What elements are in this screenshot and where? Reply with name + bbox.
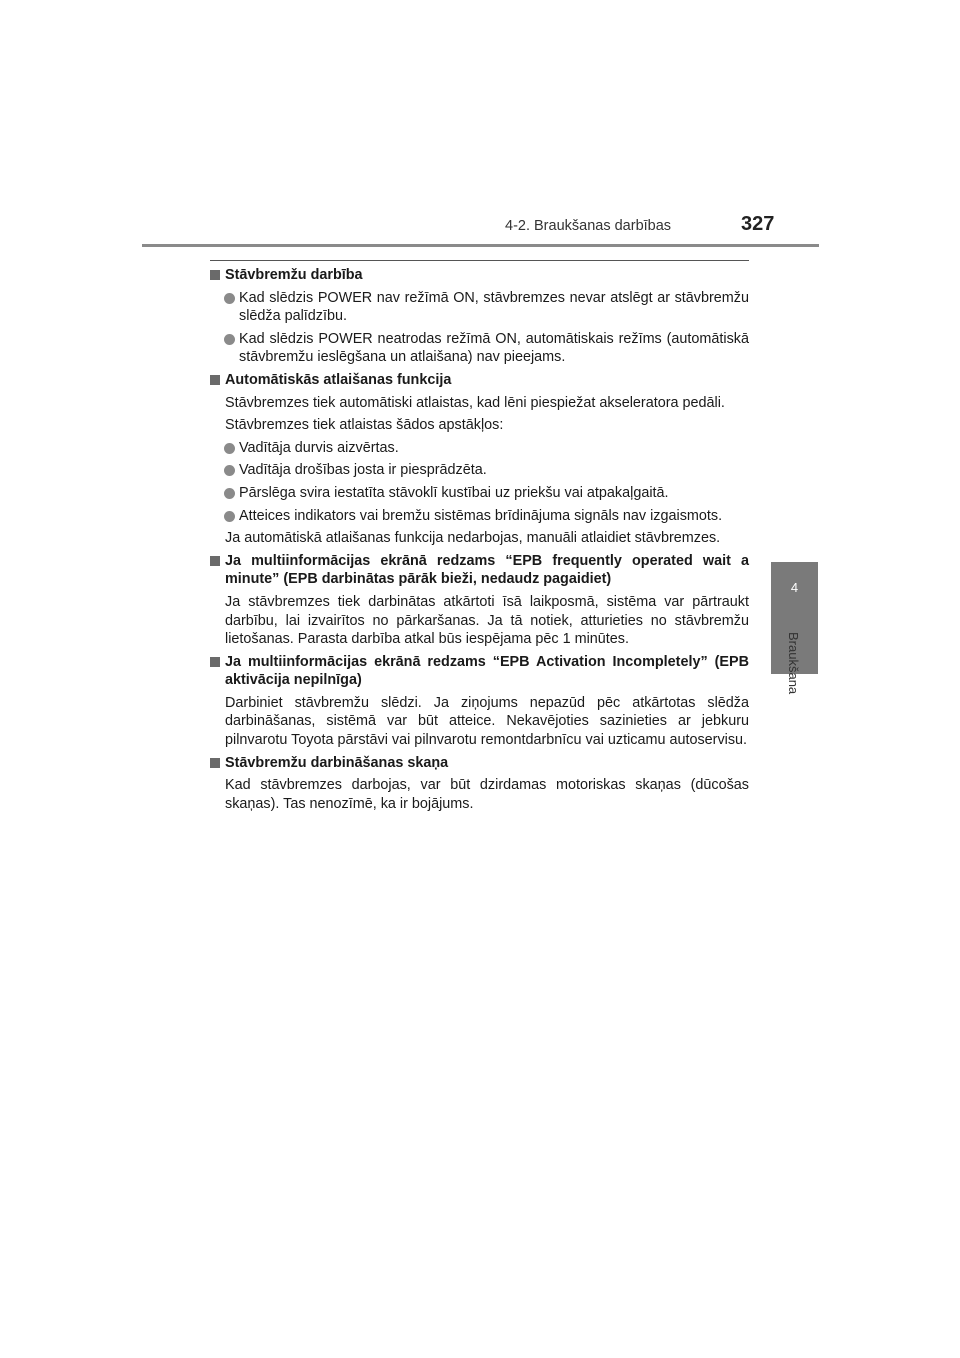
section-heading-text: Stāvbremžu darbināšanas skaņa	[225, 754, 449, 771]
section-heading-text: Ja multiinformācijas ekrānā redzams “EPB Activation Incompletely” (EPB aktivācija nepilnīga)	[225, 653, 749, 689]
page-number: 327	[741, 213, 775, 235]
square-bullet-icon	[210, 270, 220, 280]
header-section-title: 4-2. Braukšanas darbības	[505, 218, 672, 234]
paragraph	[210, 529, 749, 548]
section-heading	[210, 653, 749, 690]
chapter-number: 4	[790, 580, 799, 595]
header-divider	[142, 244, 819, 247]
paragraph	[210, 694, 749, 750]
content-divider	[210, 260, 749, 261]
bullet-text: Kad slēdzis POWER nav režīmā ON, stāvbremzes nevar atslēgt ar stāvbremžu slēdža palīdzību.	[239, 289, 749, 325]
bullet-item	[210, 507, 749, 526]
section-heading	[210, 754, 749, 773]
round-bullet-icon	[224, 511, 235, 522]
bullet-text: Atteices indikators vai bremžu sistēmas brīdinājuma signāls nav izgaismots.	[239, 507, 723, 524]
square-bullet-icon	[210, 657, 220, 667]
section-heading	[210, 266, 749, 285]
paragraph-text: Darbiniet stāvbremžu slēdzi. Ja ziņojums nepazūd pēc atkārtotas slēdža darbināšanas, sistēmā var būt atteice. Nekavējoties sazinieties ar jebkuru pilnvarotu Toyota pārstāvi vai pilnvarotu remontdarbnīcu vai uzticamu autoservisu.	[225, 694, 749, 749]
bullet-item	[210, 461, 749, 480]
bullet-text: Vadītāja drošības josta ir piesprādzēta.	[239, 462, 487, 479]
bullet-text: Pārslēga svira iestatīta stāvoklī kustībai uz priekšu vai atpakaļgaitā.	[239, 484, 669, 501]
content-body	[210, 266, 749, 817]
paragraph	[210, 593, 749, 649]
section-heading-text: Stāvbremžu darbība	[225, 267, 363, 283]
bullet-text: Vadītāja durvis aizvērtas.	[239, 439, 399, 456]
round-bullet-icon	[224, 488, 235, 499]
paragraph-text: Ja stāvbremzes tiek darbinātas atkārtoti īsā laikposmā, sistēma var pārtraukt darbību, lai izvairītos no pārkaršanas. Ja tā notiek, atturieties no stāvbremžu lietošanas. Parasta darbība atkal būs iespējama pēc 1 minūtes.	[225, 593, 749, 648]
bullet-text: Kad slēdzis POWER neatrodas režīmā ON, automātiskais režīms (automātiskā stāvbremžu ieslēgšana un atlaišana) nav pieejams.	[239, 330, 749, 366]
paragraph-text: Kad stāvbremzes darbojas, var būt dzirdamas motoriskas skaņas (dūcošas skaņas). Tas nenozīmē, ka ir bojājums.	[225, 777, 749, 812]
square-bullet-icon	[210, 375, 220, 385]
paragraph-text: Ja automātiskā atlaišanas funkcija nedarbojas, manuāli atlaidiet stāvbremzes.	[225, 530, 721, 547]
paragraph	[210, 416, 749, 435]
paragraph-text: Stāvbremzes tiek automātiski atlaistas, kad lēni piespiežat akseleratora pedāli.	[225, 394, 725, 411]
round-bullet-icon	[224, 334, 235, 345]
section-heading-text: Automātiskās atlaišanas funkcija	[225, 371, 452, 388]
square-bullet-icon	[210, 556, 220, 566]
round-bullet-icon	[224, 443, 235, 454]
paragraph	[210, 394, 749, 413]
round-bullet-icon	[224, 465, 235, 476]
chapter-label: Braukšana	[786, 632, 801, 695]
section	[210, 552, 749, 649]
section-heading-text: Ja multiinformācijas ekrānā redzams “EPB frequently operated wait a minute” (EPB darbinātas pārāk bieži, nedaudz pagaidiet)	[225, 552, 749, 588]
square-bullet-icon	[210, 758, 220, 768]
section	[210, 371, 749, 548]
section	[210, 653, 749, 750]
section-heading	[210, 371, 749, 390]
bullet-item	[210, 330, 749, 367]
bullet-item	[210, 484, 749, 503]
round-bullet-icon	[224, 293, 235, 304]
section	[210, 754, 749, 814]
bullet-item	[210, 439, 749, 458]
paragraph	[210, 776, 749, 813]
bullet-item	[210, 289, 749, 326]
section	[210, 266, 749, 367]
section-heading	[210, 552, 749, 589]
paragraph-text: Stāvbremzes tiek atlaistas šādos apstākļos:	[225, 417, 504, 434]
